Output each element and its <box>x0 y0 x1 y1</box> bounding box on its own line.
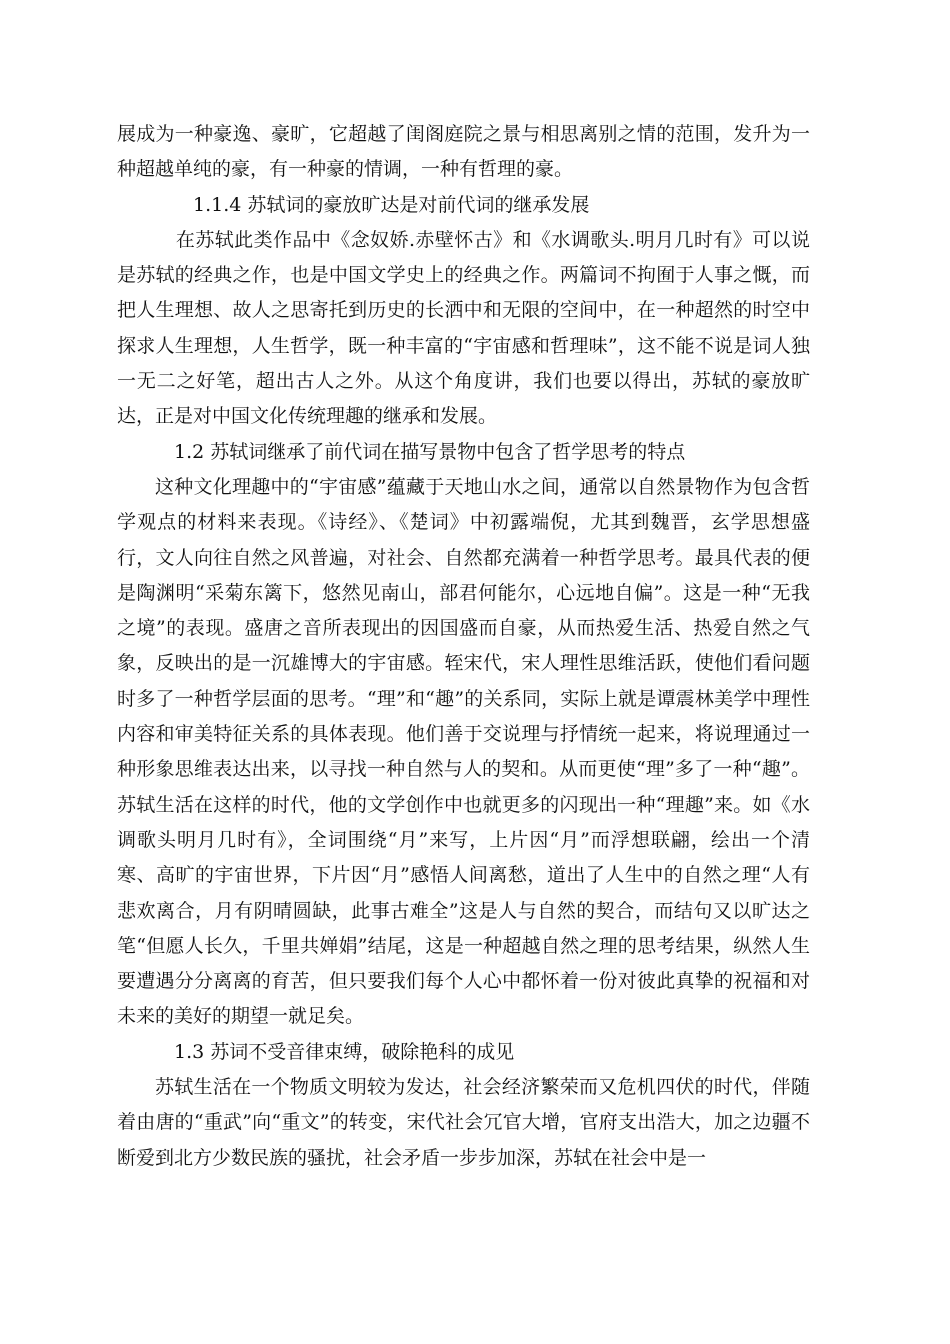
paragraph-cosmic-sense: 这种文化理趣中的“宇宙感”蕴藏于天地山水之间，通常以自然景物作为包含哲学观点的材料来表现。《诗经》、《楚词》中初露端倪，尤其到魏晋，玄学思想盛行，文人向往自然之风普遍，对社会、自然都充满着一种哲学思考。最具代表的便是陶渊明“采菊东篱下，悠然见南山，部君何能尔，心远地自偏”。这是一种“无我之境”的表现。盛唐之音所表现出的因国盛而自豪，从而热爱生活、热爱自然之气象，反映出的是一沉雄博大的宇宙感。轾宋代，宋人理性思维活跃，使他们看问题时多了一种哲学层面的思考。“理”和“趣”的关系同，实际上就是谭震林美学中理性内容和审美特征关系的具体表现。他们善于交说理与抒情统一起来，将说理通过一种形象思维表达出来，以寻找一种自然与人的契和。从而更使“理”多了一种“趣”。苏轼生活在这样的时代，他的文学创作中也就更多的闪现出一种“理趣”来。如《水调歌头明月几时有》，全词围绕“月”来写，上片因“月”而浮想联翩，绘出一个清寒、高旷的宇宙世界，下片因“月”感悟人间离愁，道出了人生中的自然之理“人有悲欢离合，月有阴晴圆缺，此事古难全”这是人与自然的契合，而结句又以旷达之笔“但愿人长久，千里共婵娟”结尾，这是一种超越自然之理的思考结果，纵然人生要遭遇分分离离的育苦，但只要我们每个人心中都怀着一份对彼此真挚的祝福和对未来的美好的期望一就足矣。 <box>117 475 810 1028</box>
paragraph-social-background: 苏轼生活在一个物质文明较为发达，社会经济繁荣而又危机四伏的时代，伴随着由唐的“重武”向“重文”的转变，宋代社会冗官大增，官府支出浩大，加之边疆不断爱到北方少数民族的骚扰，社会矛盾一步步加深，苏轼在社会中是一 <box>117 1076 810 1169</box>
section-heading-1-1-4: 1.1.4 苏轼词的豪放旷达是对前代词的继承发展 <box>193 193 590 216</box>
paragraph-continuation: 展成为一种豪逸、豪旷，它超越了闺阁庭院之景与相思离别之情的范围，发升为一种超越单纯的豪，有一种豪的情调，一种有哲理的豪。 <box>117 123 810 181</box>
section-heading-1-2: 1.2 苏轼词继承了前代词在描写景物中包含了哲学思考的特点 <box>174 440 686 463</box>
section-heading-1-3: 1.3 苏词不受音律束缚，破除艳科的成见 <box>174 1040 515 1063</box>
document-body <box>117 117 810 1176</box>
paragraph-nianunu-shuidiao: 在苏轼此类作品中《念奴娇.赤壁怀古》和《水调歌头.明月几时有》可以说是苏轼的经典之作，也是中国文学史上的经典之作。两篇词不拘囿于人事之慨，而把人生理想、故人之思寄托到历史的长洒中和无限的空间中，在一种超然的时空中探求人生理想，人生哲学，既一种丰富的“宇宙感和哲理味”，这不能不说是词人独一无二之好笔，超出古人之外。从这个角度讲，我们也要以得出，苏轼的豪放旷达，正是对中国文化传统理趣的继承和发展。 <box>117 228 810 428</box>
